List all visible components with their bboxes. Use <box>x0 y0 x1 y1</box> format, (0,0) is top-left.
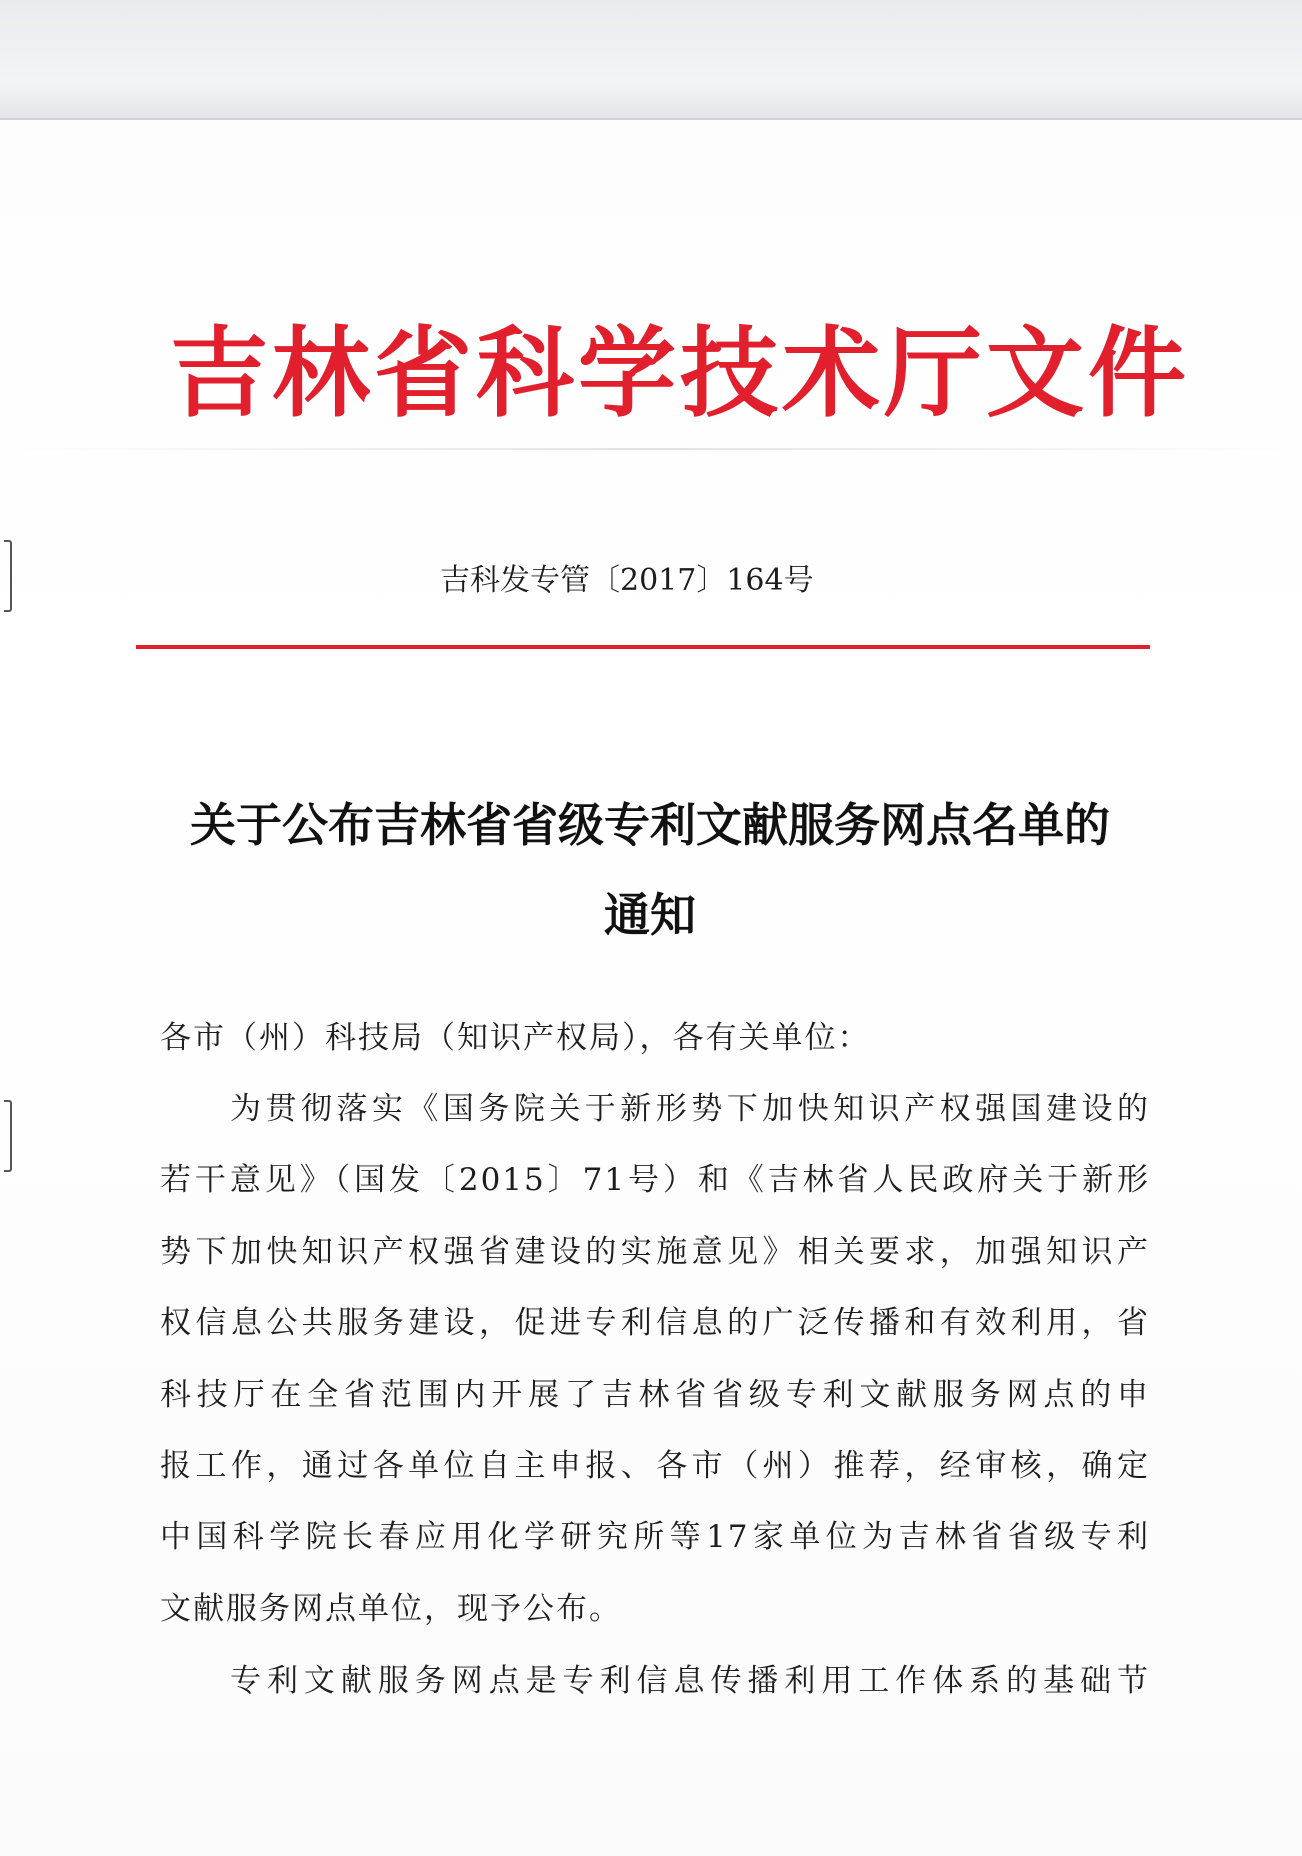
notice-title-line: 通知 <box>604 888 696 942</box>
paragraph-line: 科技厅在全省范围内开展了吉林省省级专利文献服务网点的申 <box>160 1376 1150 1413</box>
paragraph-line: 为贯彻落实《国务院关于新形势下加快知识产权强国建设的 <box>230 1091 1150 1127</box>
staple-icon <box>4 1100 12 1172</box>
salutation-text: 各市（州）科技局（知识产权局），各有关单位： <box>160 1020 871 1056</box>
paragraph-line: 文献服务网点单位，现予公布。 <box>160 1590 622 1627</box>
paragraph-line: 专利文献服务网点是专利信息传播利用工作体系的基础节 <box>230 1663 1150 1699</box>
paragraph-line: 势下加快知识产权强省建设的实施意见》相关要求，加强知识产 <box>160 1233 1150 1270</box>
paragraph-line: 权信息公共服务建设，促进专利信息的广泛传播和有效利用，省 <box>160 1305 1150 1342</box>
paragraph-line: 若干意见》（国发〔2015〕71号）和《吉林省人民政府关于新形 <box>160 1162 1150 1199</box>
folded-top-edge <box>0 0 1302 120</box>
paper-fold-crease <box>0 448 1302 450</box>
notice-title-line: 关于公布吉林省省级专利文献服务网点名单的 <box>190 798 1110 852</box>
document-number: 吉科发专管〔2017〕164号 <box>440 563 814 598</box>
body-paragraph-1 <box>160 1074 1150 1645</box>
staple-icon <box>4 540 12 612</box>
red-separator-rule <box>136 645 1150 649</box>
paragraph-line: 报工作，通过各单位自主申报、各市（州）推荐，经审核，确定 <box>160 1448 1150 1485</box>
notice-title <box>150 780 1150 960</box>
salutation <box>160 1003 1150 1074</box>
body-paragraph-2 <box>160 1646 1150 1717</box>
agency-header-title: 吉林省科学技术厅文件 <box>170 317 1191 431</box>
paragraph-line: 中国科学院长春应用化学研究所等17家单位为吉林省省级专利 <box>160 1519 1150 1556</box>
